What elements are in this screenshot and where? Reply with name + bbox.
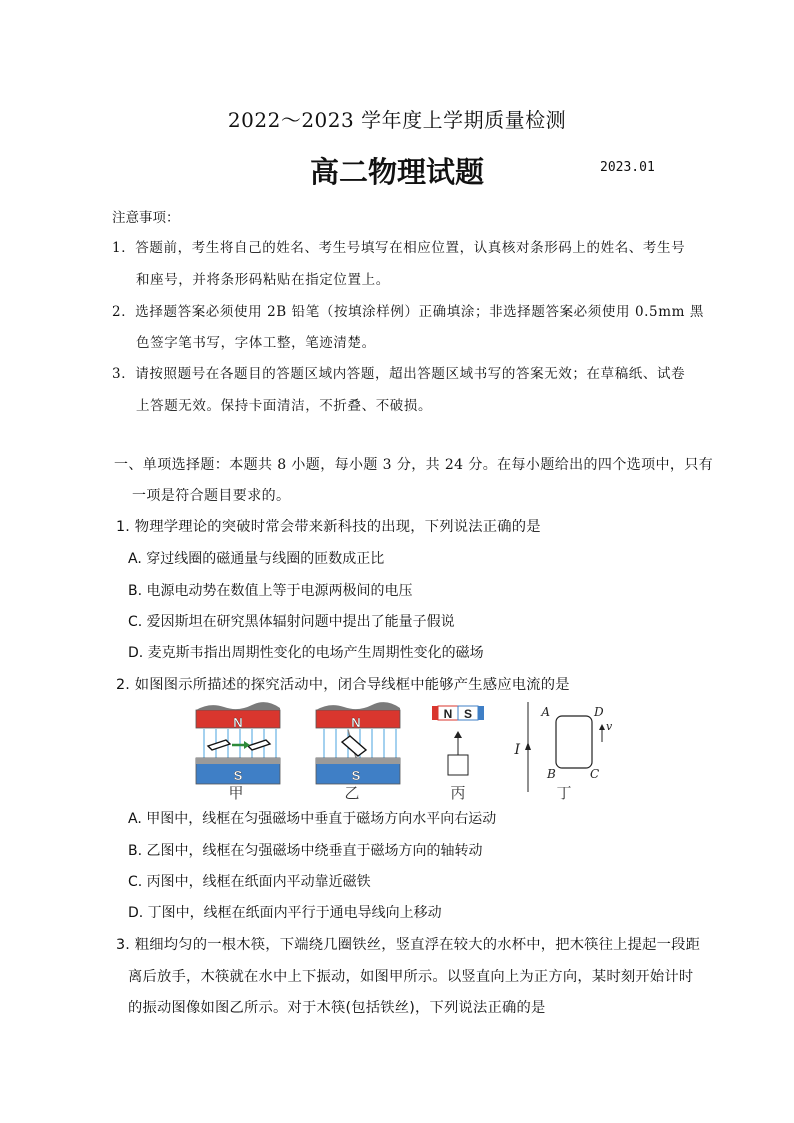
figure-label-ding: 丁 [556, 784, 572, 800]
question-2-stem: 2. 如图图示所描述的探究活动中，闭合导线框中能够产生感应电流的是 [116, 677, 570, 693]
notice-heading: 注意事项： [112, 210, 180, 226]
velocity-label: v [606, 720, 613, 733]
exam-header: 2022～2023 学年度上学期质量检测 [227, 108, 567, 132]
notice-line: 上答题无效。保持卡面清洁，不折叠、不破损。 [136, 398, 433, 414]
notice-line: 1．答题前，考生将自己的姓名、考生号填写在相应位置，认真核对条形码上的姓名、考生号 [112, 240, 686, 256]
pole-n-label: N [233, 715, 243, 730]
figure-ding [513, 702, 613, 792]
figure-jia [196, 702, 280, 784]
svg-text:A: A [541, 705, 550, 719]
page-title: 高二物理试题 [309, 155, 484, 189]
figure-label-bing: 丙 [450, 784, 466, 800]
svg-text:C: C [590, 767, 600, 781]
section-heading: 一、单项选择题：本题共 8 小题，每小题 3 分，共 24 分。在每小题给出的四个选项中，只有 [114, 457, 714, 473]
q2-option-a: A. 甲图中，线框在匀强磁场中垂直于磁场方向水平向右运动 [128, 811, 497, 827]
notice-line: 色签字笔书写，字体工整，笔迹清楚。 [136, 335, 376, 351]
pole-s-label: S [233, 768, 243, 783]
q2-option-d: D. 丁图中，线框在纸面内平行于通电导线向上移动 [128, 905, 442, 921]
q1-option-c: C. 爱因斯坦在研究黑体辐射问题中提出了能量子假说 [128, 614, 455, 630]
question-3-stem-cont: 的振动图像如图乙所示。对于木筷(包括铁丝)，下列说法正确的是 [128, 1000, 546, 1016]
figure-yi [316, 702, 400, 784]
q2-figure [190, 700, 620, 800]
question-1-stem: 1. 物理学理论的突破时常会带来新科技的出现，下列说法正确的是 [116, 519, 541, 535]
current-label: I [514, 742, 520, 758]
q1-option-b: B. 电源电动势在数值上等于电源两极间的电压 [128, 583, 413, 599]
svg-text:N: N [443, 707, 453, 721]
svg-text:S: S [351, 768, 361, 783]
notice-line: 3．请按照题号在各题目的答题区域内答题，超出答题区域书写的答案无效；在草稿纸、试卷 [112, 366, 686, 382]
q1-option-d: D. 麦克斯韦指出周期性变化的电场产生周期性变化的磁场 [128, 645, 484, 661]
figure-label-yi: 乙 [344, 784, 360, 800]
section-heading-cont: 一项是符合题目要求的。 [132, 488, 291, 504]
figure-bing [432, 706, 484, 775]
q2-option-c: C. 丙图中，线框在纸面内平动靠近磁铁 [128, 874, 371, 890]
figure-label-jia: 甲 [228, 784, 244, 800]
svg-text:N: N [351, 715, 361, 730]
exam-date: 2023.01 [600, 160, 655, 175]
svg-text:S: S [463, 707, 473, 721]
svg-text:B: B [547, 767, 556, 781]
notice-line: 和座号，并将条形码粘贴在指定位置上。 [136, 272, 390, 288]
svg-text:D: D [594, 705, 604, 719]
notice-line: 2．选择题答案必须使用 2B 铅笔（按填涂样例）正确填涂；非选择题答案必须使用 0.5mm 黑 [112, 304, 705, 320]
question-3-stem: 3. 粗细均匀的一根木筷，下端绕几圈铁丝，竖直浮在较大的水杯中，把木筷往上提起一段距 [116, 937, 701, 953]
question-3-stem-cont: 离后放手，木筷就在水中上下振动，如图甲所示。以竖直向上为正方向，某时刻开始计时 [128, 969, 694, 985]
q2-option-b: B. 乙图中，线框在匀强磁场中绕垂直于磁场方向的轴转动 [128, 843, 483, 859]
q1-option-a: A. 穿过线圈的磁通量与线圈的匝数成正比 [128, 551, 385, 567]
